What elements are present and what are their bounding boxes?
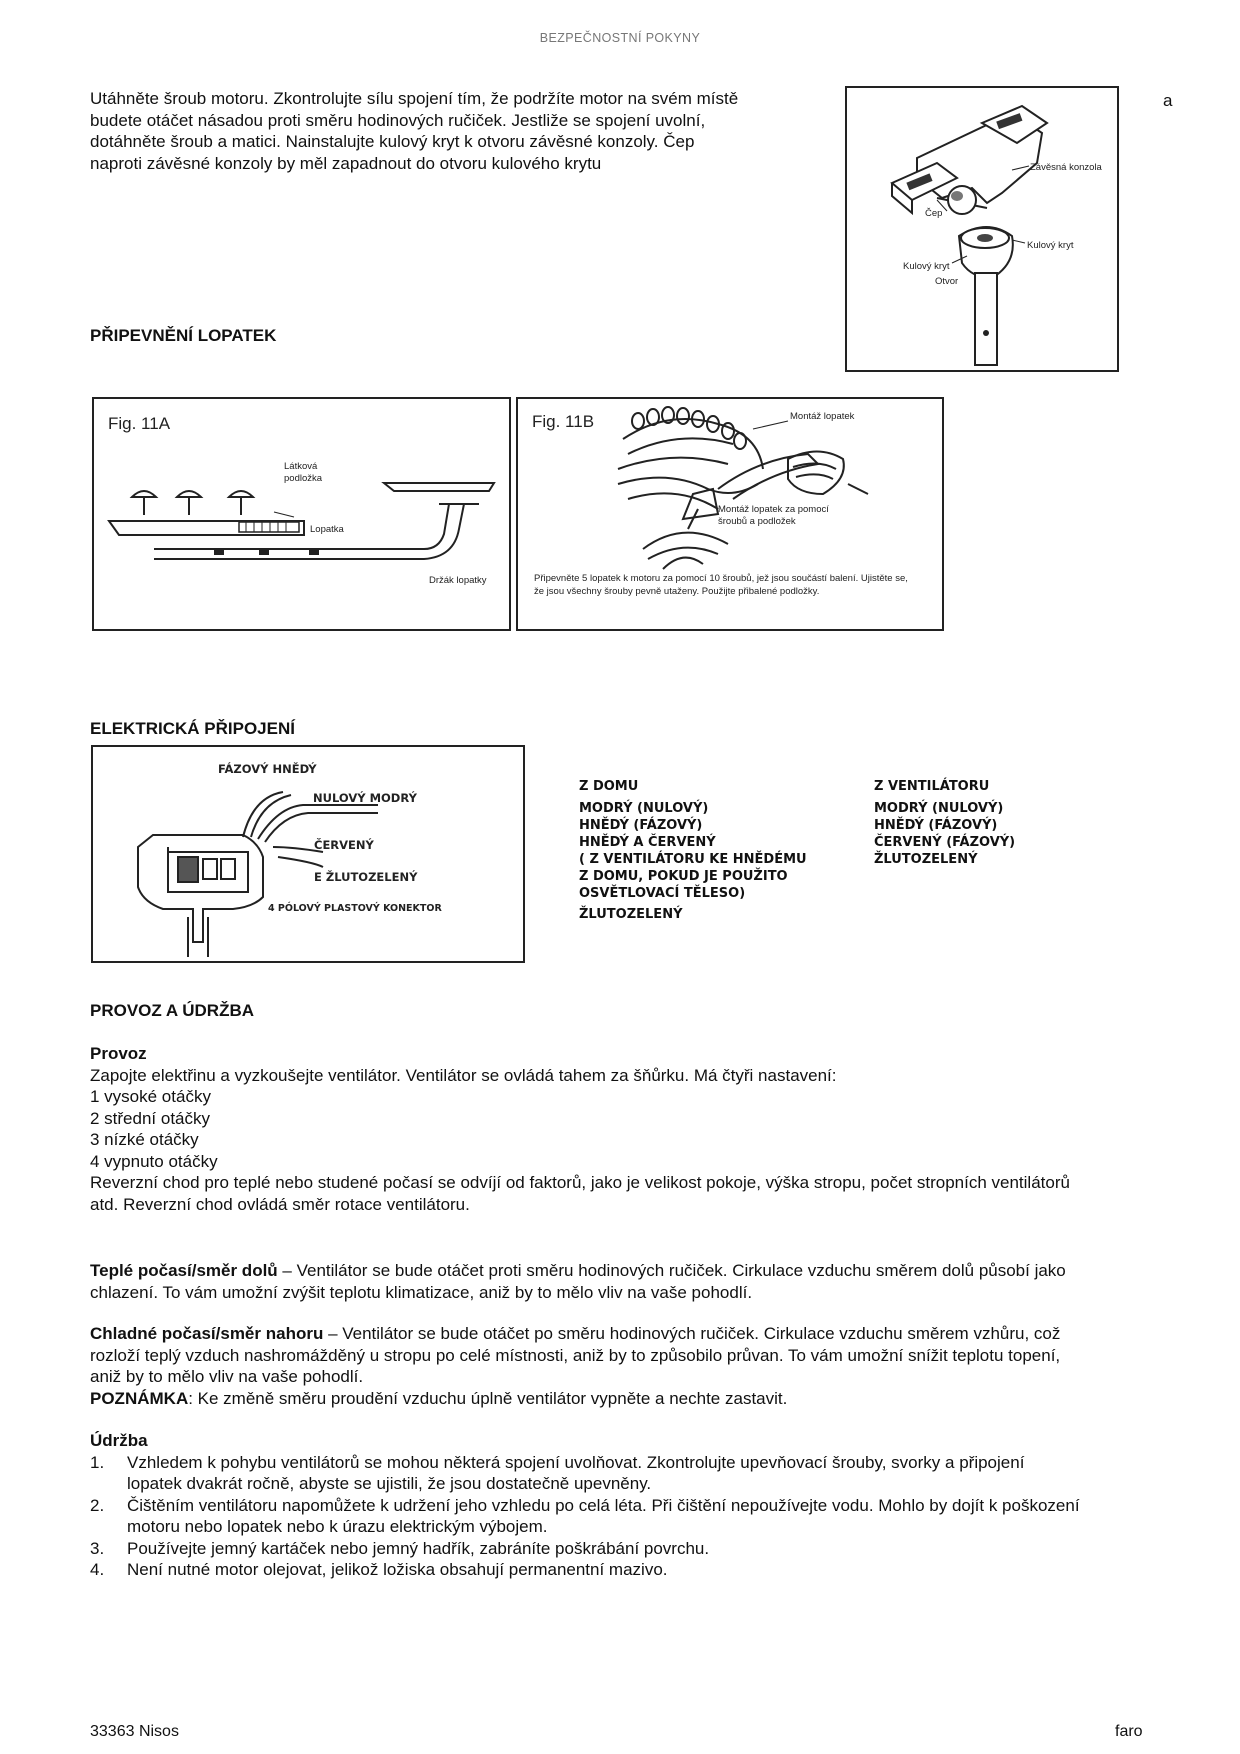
fig-11b <box>516 397 944 631</box>
connector-illustration <box>93 747 523 961</box>
maintenance-heading: Údržba <box>90 1431 148 1450</box>
label-fazovy-hnedy: FÁZOVÝ HNĚDÝ <box>218 762 317 776</box>
label-podlozka: podložka <box>284 473 323 484</box>
cold-weather-block <box>90 1323 1170 1409</box>
operation-line: Zapojte elektřinu a vyzkoušejte ventilátor. Ventilátor se ovládá tahem za šňůrku. Má čtyři nastavení: <box>90 1065 837 1085</box>
label-drzak-lopatky: Držák lopatky <box>429 575 487 586</box>
maintenance-block <box>90 1430 1180 1581</box>
label-otvor: Otvor <box>935 276 959 287</box>
maintenance-item: 4. Není nutné motor olejovat, jelikož ložiska obsahují permanentní mazivo. <box>90 1560 668 1579</box>
wiring-home-title: Z DOMU <box>579 779 639 794</box>
label-kulovy-kryt-right: Kulový kryt <box>1027 240 1074 251</box>
label-zavesna-konzola: Závěsná konzola <box>1030 162 1102 173</box>
section-title-operation: PROVOZ A ÚDRŽBA <box>90 1001 255 1020</box>
page-header: BEZPEČNOSTNÍ POKYNY <box>539 31 701 45</box>
cold-weather-label: Chladné počasí/směr nahoru <box>90 1324 324 1343</box>
section-title-blades: PŘIPEVNĚNÍ LOPATEK <box>90 326 277 345</box>
wiring-home-line: OSVĚTLOVACÍ TĚLESO) <box>579 886 746 901</box>
wiring-fan-title: Z VENTILÁTORU <box>874 779 990 794</box>
intro-line: naproti závěsné konzoly by měl zapadnout do otvoru kulového krytu <box>90 153 602 173</box>
section-title-electric: ELEKTRICKÁ PŘIPOJENÍ <box>90 719 295 738</box>
intro-line: budete otáčet násadou proti směru hodinových ručiček. Jestliže se spojení uvolní, <box>90 110 706 130</box>
label-4-polovy-konektor: 4 PÓLOVÝ PLASTOVÝ KONEKTOR <box>268 903 442 914</box>
label-sroubu-a-podlozek: šroubů a podložek <box>718 516 796 527</box>
fig-11a <box>92 397 511 631</box>
label-montaz-lopatek: Montáž lopatek <box>790 411 855 422</box>
wiring-home-line: MODRÝ (NULOVÝ) <box>579 801 709 816</box>
wiring-fan-line: HNĚDÝ (FÁZOVÝ) <box>874 818 998 833</box>
wiring-home-line: ( Z VENTILÁTORU KE HNĚDÉMU <box>579 852 807 867</box>
warm-weather-label: Teplé počasí/směr dolů <box>90 1261 278 1280</box>
fig-11b-caption-line: Připevněte 5 lopatek k motoru za pomocí 10 šroubů, jež jsou součástí balení. Ujistěte se, <box>534 573 908 584</box>
label-cerveny: ČERVENÝ <box>314 838 374 852</box>
fig-11b-caption-line: že jsou všechny šrouby pevně utaženy. Použijte přibalené podložky. <box>534 586 820 597</box>
wiring-home-line: HNĚDÝ (FÁZOVÝ) <box>579 818 703 833</box>
operation-line: 1 vysoké otáčky <box>90 1087 211 1106</box>
cold-weather-text: – Ventilátor se bude otáčet po směru hodinových ručiček. Cirkulace vzduchu směrem vzhůru, což <box>323 1324 1061 1343</box>
note-text: : Ke změně směru proudění vzduchu úplně ventilátor vypněte a nechte zastavit. <box>188 1388 788 1408</box>
cold-weather-text: aniž by to mělo vliv na vaše pohodlí. <box>90 1367 364 1386</box>
label-lopatka: Lopatka <box>310 524 344 535</box>
bracket-figure <box>845 86 1119 372</box>
maintenance-item: 2. Čištěním ventilátoru napomůžete k udržení jeho vzhledu po celá léta. Při čištění nepoužívejte vodu. Mohlo by dojít k poškození motoru nebo lopatek nebo k úrazu elektrickým výbojem. <box>90 1495 1080 1536</box>
bracket-illustration <box>847 88 1117 370</box>
wiring-fan-line: ŽLUTOZELENÝ <box>874 852 978 867</box>
warm-weather-text: – Ventilátor se bude otáčet proti směru hodinových ručiček. Cirkulace vzduchu směrem dolů působí jako <box>277 1261 1066 1280</box>
intro-line: Utáhněte šroub motoru. Zkontrolujte sílu spojení tím, že podržíte motor na svém místě <box>90 89 739 108</box>
operation-line: 3 nízké otáčky <box>90 1130 199 1149</box>
fig-11b-illustration <box>518 399 942 629</box>
note-label: POZNÁMKA <box>90 1388 189 1408</box>
wiring-fan-line: ČERVENÝ (FÁZOVÝ) <box>874 835 1016 850</box>
warm-weather-block <box>90 1260 1170 1303</box>
intro-line: dotáhněte šroub a matici. Nainstalujte kulový kryt k otvoru závěsné konzoly. Čep <box>90 132 695 151</box>
label-cep: Čep <box>925 208 943 219</box>
fig-11a-illustration <box>94 399 509 629</box>
operation-line: Reverzní chod pro teplé nebo studené počasí se odvíjí od faktorů, jako je velikost pokoje, výška stropu, počet stropních ventilátorů <box>90 1173 1070 1192</box>
footer-product-code: 33363 Nisos <box>90 1723 179 1740</box>
wiring-from-home <box>579 778 807 923</box>
label-latkova: Látková <box>284 461 318 472</box>
operation-line: atd. Reverzní chod ovládá směr rotace ventilátoru. <box>90 1194 470 1214</box>
operation-block <box>90 1043 1170 1215</box>
operation-heading: Provoz <box>90 1044 147 1063</box>
footer-brand: faro <box>1115 1723 1143 1740</box>
maintenance-item: 3. Používejte jemný kartáček nebo jemný hadřík, zabráníte poškrábání povrchu. <box>90 1538 710 1558</box>
label-montaz-za-pomoci: Montáž lopatek za pomocí <box>718 504 829 515</box>
side-letter: a <box>1163 91 1173 110</box>
maintenance-list <box>90 1452 1180 1581</box>
maintenance-item: 1. Vzhledem k pohybu ventilátorů se mohou některá spojení uvolňovat. Zkontrolujte upevňovací šrouby, svorky a připojení lopatek dvakrát ročně, abyste se ujistili, že jsou dostatečně upevněny. <box>90 1452 1025 1493</box>
operation-line: 2 střední otáčky <box>90 1108 211 1128</box>
operation-line: 4 vypnuto otáčky <box>90 1151 218 1171</box>
intro-paragraph <box>90 88 810 174</box>
cold-weather-text: rozloží teplý vzduch nashromážděný u stropu po celé místnosti, aniž by to způsobilo průvan. To vám umožní snížit teplotu topení, <box>90 1345 1061 1365</box>
warm-weather-text: chlazení. To vám umožní zvýšit teplotu klimatizace, aniž by to mělo vliv na vaše pohodlí. <box>90 1282 753 1302</box>
connector-figure <box>91 745 525 963</box>
wiring-from-fan <box>874 778 1015 868</box>
label-nulovy-modry: NULOVÝ MODRÝ <box>313 791 417 805</box>
wiring-home-line: Z DOMU, POKUD JE POUŽITO <box>579 869 788 884</box>
label-e-zlutozeleny: E ŽLUTOZELENÝ <box>314 870 418 884</box>
wiring-fan-line: MODRÝ (NULOVÝ) <box>874 801 1004 816</box>
fig-11a-title: Fig. 11A <box>108 414 171 433</box>
wiring-home-line: ŽLUTOZELENÝ <box>579 907 683 922</box>
fig-11b-title: Fig. 11B <box>532 412 595 431</box>
label-kulovy-kryt-left: Kulový kryt <box>903 261 950 272</box>
wiring-home-line: HNĚDÝ A ČERVENÝ <box>579 835 716 850</box>
